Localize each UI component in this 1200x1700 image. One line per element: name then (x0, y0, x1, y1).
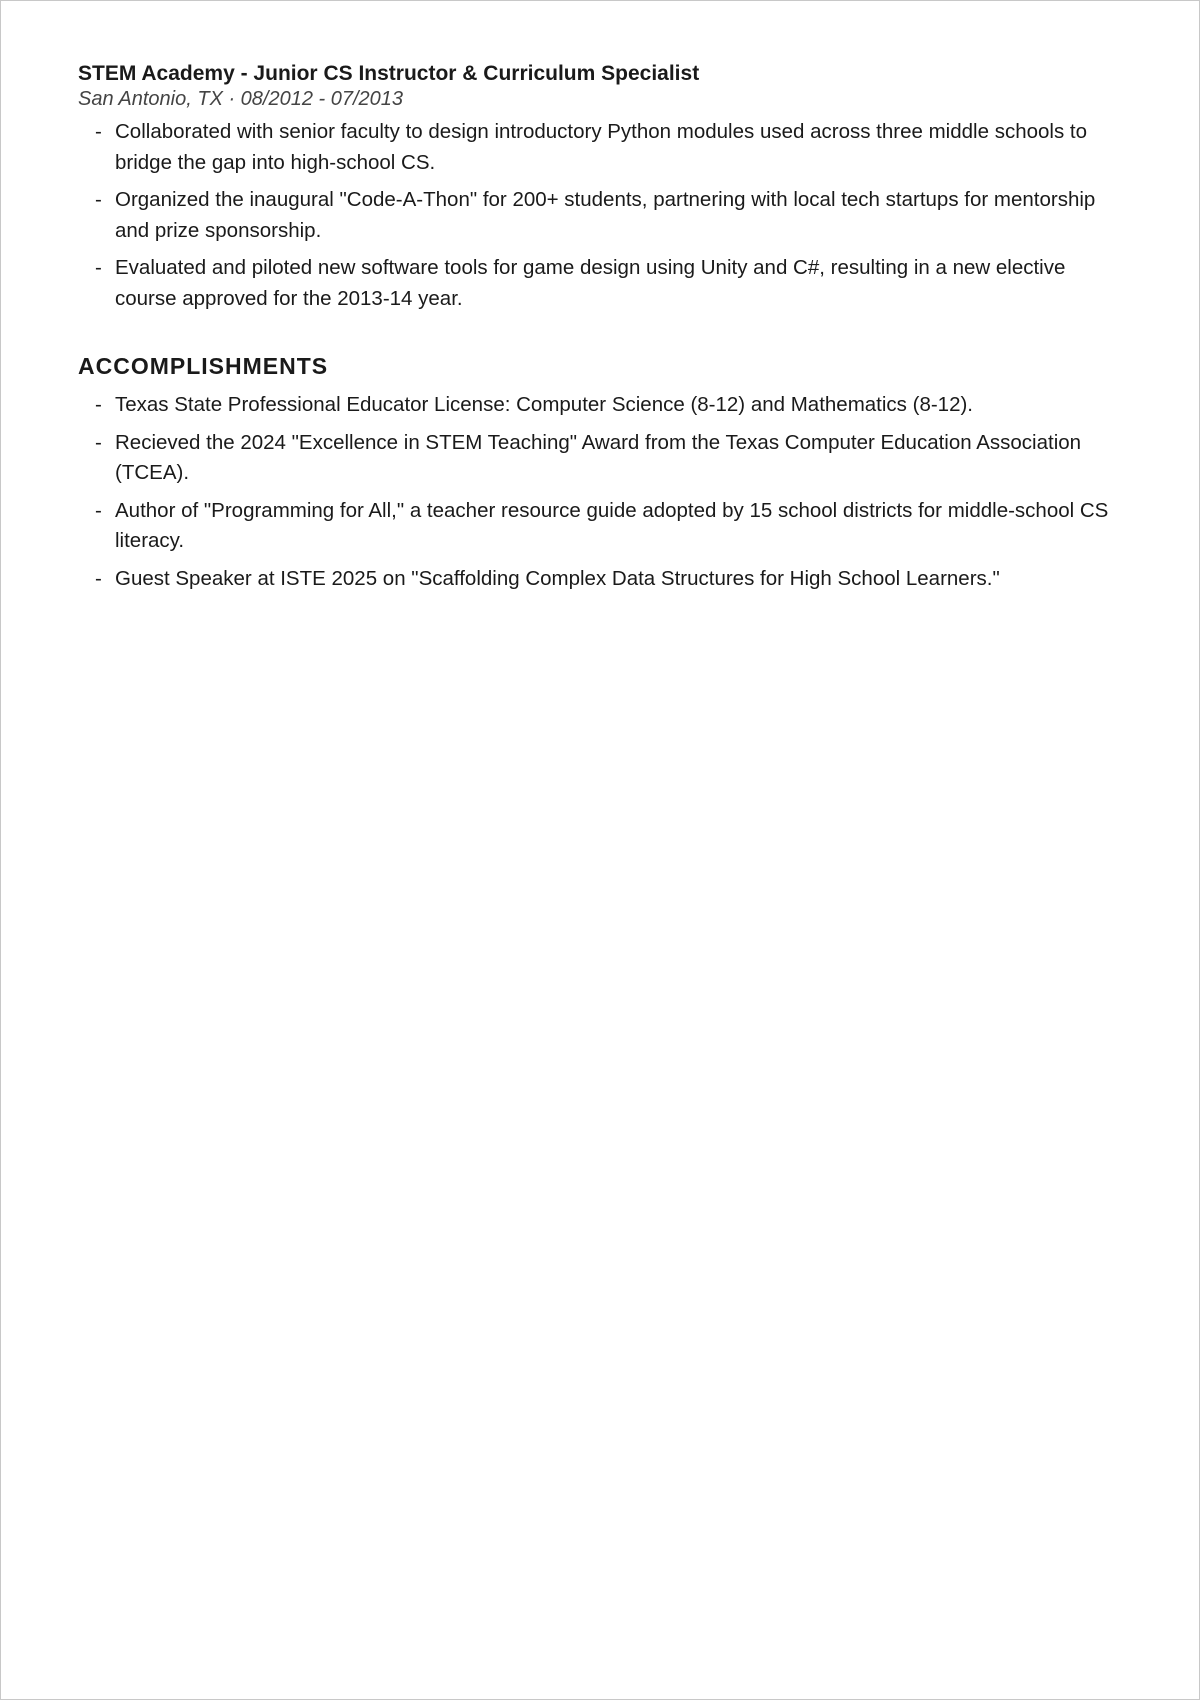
experience-bullet-list (78, 117, 1118, 314)
bullet-marker: - (95, 430, 102, 454)
accomplishment-bullet (78, 390, 1118, 421)
job-title: STEM Academy - Junior CS Instructor & Curriculum Specialist (78, 62, 700, 85)
bullet-marker: - (95, 498, 102, 522)
accomplishment-bullet (78, 428, 1118, 489)
bullet-marker: - (95, 566, 102, 590)
accomplishment-bullet (78, 496, 1118, 557)
page-content (78, 61, 1118, 601)
bullet-text: Author of "Programming for All," a teacher resource guide adopted by 15 school districts for middle-school CS literacy. (115, 498, 1109, 552)
accomplishments-section (78, 352, 1118, 594)
accomplishment-bullet (78, 564, 1118, 595)
experience-bullet (78, 185, 1118, 246)
section-heading: ACCOMPLISHMENTS (78, 353, 329, 379)
bullet-marker: - (95, 256, 102, 279)
bullet-marker: - (95, 120, 102, 143)
experience-bullet (78, 117, 1118, 178)
experience-entry (78, 61, 1118, 314)
accomplishments-bullet-list (78, 390, 1118, 594)
bullet-text: Collaborated with senior faculty to design introductory Python modules used across three middle schools to bridge the gap into high-school CS. (115, 120, 1087, 174)
experience-bullet (78, 253, 1118, 314)
bullet-text: Texas State Professional Educator License: Computer Science (8-12) and Mathematics (8-12). (115, 393, 973, 416)
bullet-marker: - (95, 393, 102, 416)
bullet-text: Organized the inaugural "Code-A-Thon" for 200+ students, partnering with local tech startups for mentorship and prize sponsorship. (115, 188, 1096, 242)
bullet-text: Guest Speaker at ISTE 2025 on "Scaffolding Complex Data Structures for High School Learners." (115, 566, 1000, 590)
job-location-dates: San Antonio, TX · 08/2012 - 07/2013 (78, 88, 404, 110)
bullet-text: Evaluated and piloted new software tools for game design using Unity and C#, resulting in a new elective course approved for the 2013-14 year. (115, 256, 1066, 310)
bullet-marker: - (95, 188, 102, 211)
bullet-text: Recieved the 2024 "Excellence in STEM Teaching" Award from the Texas Computer Education Association (TCEA). (115, 430, 1082, 484)
